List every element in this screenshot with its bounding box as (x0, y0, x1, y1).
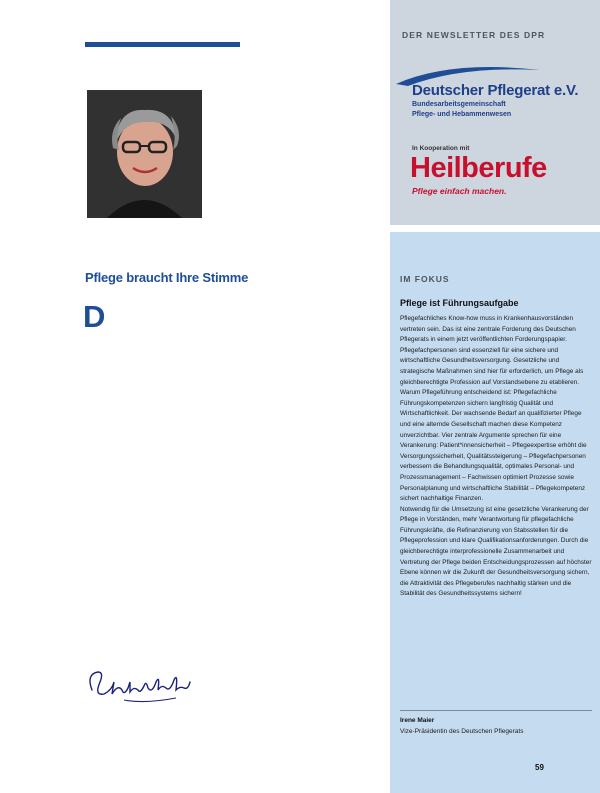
fokus-paragraph: Warum Pflegeführung entscheidend ist: Pflegefachliche Führungskompetenzen sichern langfristig Qualität und Wirtschaftlichkeit. Der wachsende Bedarf an qualifizierter Pflege und eine alternde Gesellschaft machen diese Kompetenz unverzichtbar. Vier zentrale Argumente sprechen für eine Verankerung: Patient*innensicherheit – Pflegeexpertise erhöht die Versorgungssicherheit, Qualitätssteigerung – Pflegefachpersonen verbessern die Behandlungsqualität, optimales Personal- und Prozessmanagement – Fachwissen optimiert Prozesse sowie Personalplanung und wirtschaftliche Stabilität – Pflegekompetenz sichert nachhaltige Finanzen. (400, 389, 587, 503)
dpr-subtitle-line1: Bundesarbeitsgemeinschaft (412, 101, 506, 108)
heilberufe-tagline: Pflege einfach machen. (412, 186, 507, 196)
newsletter-header-box (390, 0, 600, 225)
fokus-paragraph: Notwendig für die Umsetzung ist eine gesetzliche Verankerung der Pflege in Vorständen, mehr Verantwortung für pflegefachliche Führungskräfte, die Refinanzierung von Stabsstellen für die Pflegeprofession und klare Qualifikationsanforderungen. Durch die gleichberechtigte interprofessionelle Zusammenarbeit und Vertretung der Pflege beiden Entscheidungsprozessen auf höchster Ebene können wir die Zukunft der Gesundheitsversorgung sichern, die Attraktivität des Pflegeberufes nachhaltig stärken und die Stabilität des Gesundheitssystems sichern! (400, 505, 592, 598)
dpr-name: Deutscher Pflegerat e.V. (412, 82, 579, 99)
divider (400, 710, 592, 711)
newsletter-title: DER NEWSLETTER DES DPR (402, 30, 546, 40)
dpr-subtitle-line2: Pflege- und Hebammenwesen (412, 111, 512, 118)
header-rule (85, 42, 240, 47)
heilberufe-logo: Heilberufe (410, 152, 547, 184)
fokus-paragraph: Pflegefachliches Know-how muss in Krankenhausvorständen vertreten sein. Das ist eine zentrale Forderung des Deutschen Pflegerats in einem jetzt veröffentlichten Forderungspapier. Pflegefachpersonen sind essenziell für eine sichere und wirtschaftliche Gesundheitsversorgung. Gesetzliche und strategische Maßnahmen sind hier für erforderlich, um Pflege als gleichberechtigte Profession auf Vorstandsebene zu etablieren. (400, 315, 584, 386)
author-role: Vize-Präsidentin des Deutschen Pflegerats (400, 728, 524, 735)
handwritten-signature (84, 660, 194, 708)
author-name: Irene Maier (400, 717, 435, 724)
im-fokus-box (390, 232, 600, 793)
cooperation-label: In Kooperation mit (412, 145, 470, 152)
article-headline: Pflege braucht Ihre Stimme (85, 270, 249, 285)
fokus-body (400, 314, 592, 600)
dropcap-letter: D (83, 299, 106, 334)
section-label: IM FOKUS (400, 274, 450, 284)
fokus-title: Pflege ist Führungsaufgabe (400, 298, 519, 308)
page-number: 59 (535, 763, 544, 772)
author-portrait (87, 90, 202, 218)
